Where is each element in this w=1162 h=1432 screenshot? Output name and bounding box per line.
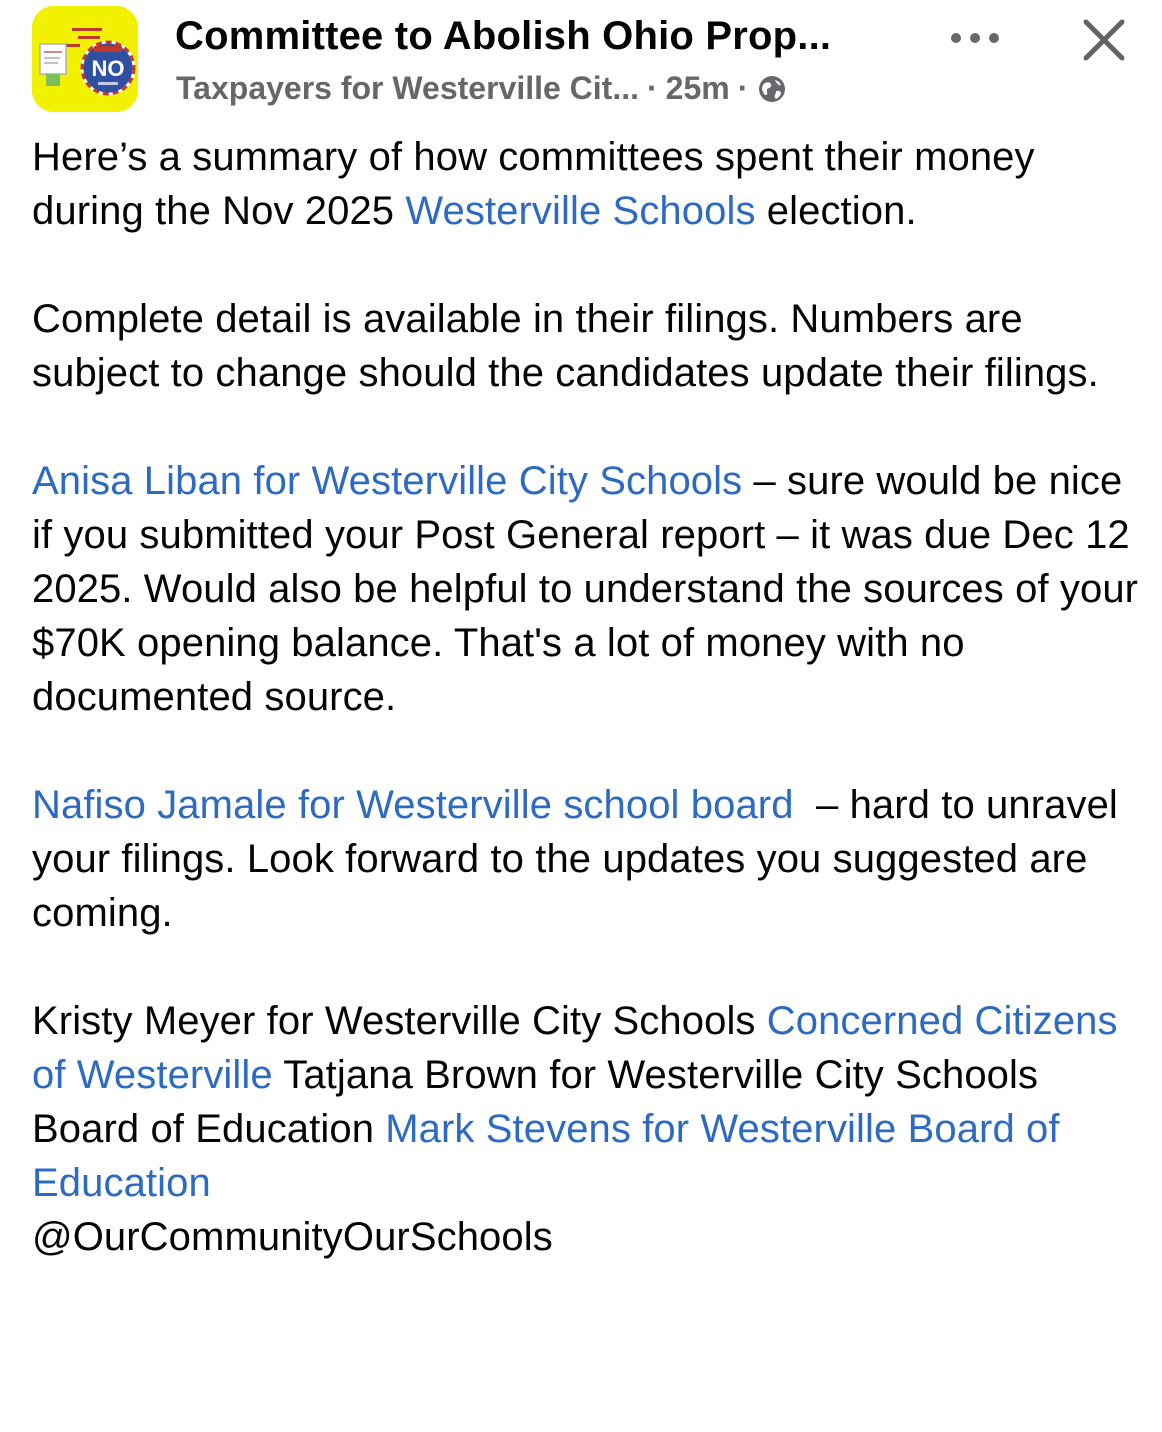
summary-text-after: election. bbox=[755, 189, 917, 233]
page-name[interactable]: Committee to Abolish Ohio Prop... bbox=[175, 14, 832, 58]
tag-text-1: Kristy Meyer for Westerville City Schools bbox=[32, 999, 767, 1043]
meta-separator-2: · bbox=[737, 70, 749, 106]
paragraph-detail bbox=[32, 292, 1142, 400]
link-mark-stevens[interactable]: Mark Stevens for Westerville Board of Education bbox=[32, 1107, 1060, 1205]
link-nafiso-jamale[interactable]: Nafiso Jamale for Westerville school board bbox=[32, 783, 794, 827]
paragraph-anisa bbox=[32, 454, 1142, 724]
paragraph-tags bbox=[32, 994, 1142, 1264]
nafiso-text: – hard to unravel your filings. Look forward to the updates you suggested are coming. bbox=[32, 783, 1130, 935]
paragraph-nafiso bbox=[32, 778, 1142, 940]
more-options-button[interactable] bbox=[940, 18, 1010, 58]
link-concerned-citizens[interactable]: Concerned Citizens of Westerville bbox=[32, 999, 1118, 1097]
post-meta bbox=[176, 70, 788, 107]
tag-handle[interactable]: @OurCommunityOurSchools bbox=[32, 1215, 553, 1259]
post-text bbox=[32, 130, 1142, 1264]
page-avatar[interactable] bbox=[32, 6, 138, 112]
detail-text: Complete detail is available in their filings. Numbers are subject to change should the candidates update their filings. bbox=[32, 297, 1099, 395]
close-icon bbox=[1076, 12, 1132, 68]
link-westerville-schools[interactable]: Westerville Schools bbox=[405, 189, 756, 233]
tag-text-2: Tatjana Brown for Westerville City Schools Board of Education bbox=[32, 1053, 1039, 1151]
post-header bbox=[0, 0, 1162, 120]
group-name[interactable]: Taxpayers for Westerville Cit... bbox=[176, 70, 639, 106]
summary-text-before: Here’s a summary of how committees spent their money during the Nov 2025 bbox=[32, 135, 1035, 233]
post-time[interactable]: 25m bbox=[665, 70, 730, 106]
anisa-text: – sure would be nice if you submitted your Post General report – it was due Dec 12 2025. Would also be helpful to understand the sources of your $70K opening balance. That's a lot of money with no documented source. bbox=[32, 459, 1139, 719]
paragraph-summary bbox=[32, 130, 1142, 238]
close-button[interactable] bbox=[1076, 12, 1132, 68]
meta-separator: · bbox=[647, 70, 658, 106]
avatar-logo bbox=[32, 6, 138, 112]
more-dots-icon bbox=[940, 18, 1010, 58]
link-anisa-liban[interactable]: Anisa Liban for Westerville City Schools bbox=[32, 459, 743, 503]
globe-icon bbox=[756, 73, 788, 105]
avatar-badge-text: NO bbox=[91, 56, 125, 81]
